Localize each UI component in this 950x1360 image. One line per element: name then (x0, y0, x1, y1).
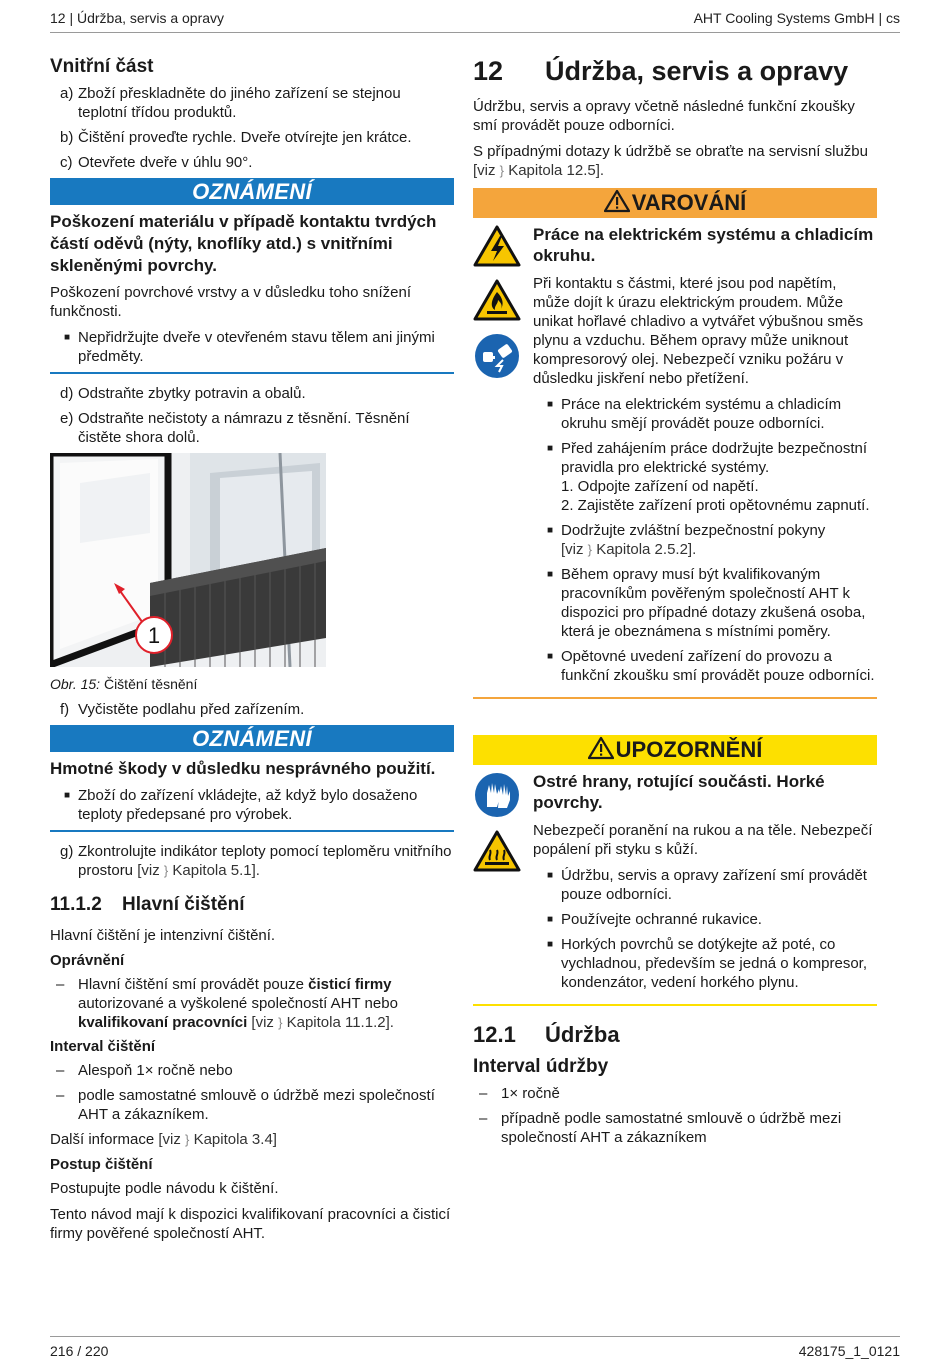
chapter-heading: 12 Údržba, servis a opravy (473, 56, 849, 86)
chevron-right-icon: } (278, 1015, 283, 1030)
main-clean-intro: Hlavní čištění je intenzivní čištění. (50, 927, 276, 944)
hot-surface-icon (473, 829, 521, 873)
warning-bullet: ■ Před zahájením práce dodržujte bezpečnostní pravidla pro elektrické systémy. 1. Odpojte zařízení od napětí. 2. Zajistěte zařízení proti opětovnému zapnutí. (547, 440, 870, 514)
gasket-illustration (50, 453, 326, 667)
xref-link[interactable]: [viz } Kapitola 11.1.2]. (251, 1014, 394, 1031)
chapter-intro-1: Údržbu, servis a opravy včetně následné funkční zkoušky smí provádět pouze odborníci. (473, 98, 855, 134)
notice-2-bullet: ■ Zboží do zařízení vkládejte, až když bylo dosaženo teploty předepsané pro výrobek. (64, 787, 418, 823)
page-number: 216 / 220 (50, 1343, 109, 1359)
figure-caption: Obr. 15: Čištění těsnění (50, 676, 198, 692)
warning-title: Práce na elektrickém systému a chladicím okruhu. (533, 225, 874, 265)
header-right: AHT Cooling Systems GmbH | cs (693, 10, 900, 26)
notice-2-end-rule (50, 830, 454, 832)
step-a: a) Zboží přeskladněte do jiného zařízení se stejnou teplotní třídou produktů. (60, 85, 401, 121)
interval-item: – podle samostatné smlouvě o údržbě mezi společností AHT a zákazníkem. (56, 1087, 435, 1123)
warning-icons (473, 224, 533, 691)
bullet-square-icon: ■ (547, 525, 554, 536)
step-b: b) Čištění proveďte rychle. Dveře otvírejte jen krátce. (60, 129, 412, 146)
disconnect-power-icon (473, 332, 521, 380)
xref-link[interactable]: [viz } Kapitola 5.1]. (137, 862, 260, 879)
notice-2-title: Hmotné škody v důsledku nesprávného použití. (50, 759, 436, 778)
page-footer (50, 1336, 900, 1359)
chevron-right-icon: } (587, 542, 593, 557)
interval-item: – Alespoň 1× ročně nebo (56, 1062, 233, 1079)
bullet-square-icon: ■ (547, 569, 554, 580)
bullet-square-icon: ■ (547, 443, 554, 454)
caution-icons (473, 771, 533, 998)
warning-bullet: ■ Práce na elektrickém systému a chladicím okruhu smějí provádět pouze odborníci. (547, 396, 842, 432)
gloves-icon (473, 771, 521, 819)
xref-link[interactable]: [viz } Kapitola 3.4] (158, 1131, 277, 1148)
notice-banner-1: OZNÁMENÍ (50, 178, 454, 205)
procedure-text-1: Postupujte podle návodu k čištění. (50, 1180, 279, 1197)
subsection-heading-11-1-2: 11.1.2 Hlavní čištění (50, 894, 245, 915)
more-info: Další informace [viz } Kapitola 3.4] (50, 1131, 277, 1148)
warning-block (473, 224, 877, 691)
warning-bullet: ■ Opětovné uvedení zařízení do provozu a funkční zkoušku smí provádět pouze odborníci. (547, 648, 875, 684)
bullet-square-icon: ■ (547, 399, 554, 410)
bullet-square-icon: ■ (547, 939, 554, 950)
step-c: c) Otevřete dveře v úhlu 90°. (60, 154, 253, 171)
xref-link[interactable]: [viz } Kapitola 12.5]. (473, 162, 605, 179)
auth-item: – Hlavní čištění smí provádět pouze čisticí firmy autorizované a vyškolené společností AHT nebo kvalifikovaní pracovníci [viz } Kapitola 11.1.2]. (56, 976, 398, 1031)
notice-1-bullet: ■ Nepřidržujte dveře v otevřeném stavu tělem ani jinými předměty. (64, 329, 435, 365)
right-column (473, 50, 877, 1153)
procedure-text-2: Tento návod mají k dispozici kvalifikovaní pracovníci a čisticí firmy pověřené společností AHT. (50, 1206, 451, 1242)
step-e: e) Odstraňte nečistoty a námrazu z těsnění. Těsnění čistěte shora dolů. (60, 410, 410, 446)
chevron-right-icon: } (499, 163, 505, 178)
header-left: 12 | Údržba, servis a opravy (50, 10, 225, 26)
caution-bullet: ■ Používejte ochranné rukavice. (547, 911, 762, 928)
notice-1-text: Poškození povrchové vrstvy a v důsledku toho snížení funkčnosti. (50, 284, 412, 320)
bullet-square-icon: ■ (547, 870, 554, 881)
caution-bullet: ■ Horkých povrchů se dotýkejte až poté, co vychladnou, především se jedná o kompresor, kondenzátor, vedení horkého plynu. (547, 936, 867, 991)
notice-1-end-rule (50, 372, 454, 374)
caution-text: Nebezpečí poranění na rukou a na těle. Nebezpečí popálení při styku s kůží. (533, 822, 873, 858)
notice-1-title: Poškození materiálu v případě kontaktu tvrdých částí oděvů (nýty, knoflíky atd.) s vnitřními skleněnými povrchy. (50, 212, 437, 275)
caution-block (473, 771, 877, 998)
bullet-square-icon: ■ (547, 651, 554, 662)
warning-triangle-icon (604, 189, 630, 213)
warning-bullet: ■ Dodržujte zvláštní bezpečnostní pokyny [viz } Kapitola 2.5.2]. (547, 522, 826, 558)
section-title-inner: Vnitřní část (50, 56, 154, 77)
maintenance-interval-item: – případně podle samostatné smlouvě o údržbě mezi společností AHT a zákazníkem (479, 1110, 842, 1146)
figure-callout-1: 1 (147, 623, 161, 648)
bullet-square-icon: ■ (547, 914, 554, 925)
maintenance-interval-item: – 1× ročně (479, 1085, 560, 1102)
warning-bullet: ■ Během opravy musí být kvalifikovaným pracovníkům pověřeným společností AHT k dispozici pro případné dotazy zkušená osoba, která je obeznámena s místními poměry. (547, 566, 866, 640)
warning-body (533, 224, 877, 691)
bullet-square-icon: ■ (64, 332, 71, 343)
caution-body (533, 771, 877, 998)
chevron-right-icon: } (185, 1132, 190, 1147)
document-id: 428175_1_0121 (798, 1343, 900, 1359)
caution-bullet: ■ Údržbu, servis a opravy zařízení smí provádět pouze odborníci. (547, 867, 867, 903)
figure-gasket-cleaning (50, 453, 454, 672)
notice-banner-2: OZNÁMENÍ (50, 725, 454, 752)
xref-link[interactable]: [viz } Kapitola 2.5.2]. (561, 541, 697, 558)
step-f: f) Vyčistěte podlahu před zařízením. (60, 701, 305, 718)
bullet-square-icon: ■ (64, 790, 71, 801)
chevron-right-icon: } (163, 863, 169, 878)
warning-text: Při kontaktu s částmi, které jsou pod napětím, může dojít k úrazu elektrickým proudem. Může unikat hořlavé chladivo a vytvářet výbušnou směs plynu a vzduchu. Během opravy může uniknout kompresorový olej. Nebezpečí vzniku požáru v důsledku jiskření nebo přetížení. (533, 275, 864, 387)
caution-title: Ostré hrany, rotující součásti. Horké povrchy. (533, 772, 825, 812)
step-g: g) Zkontrolujte indikátor teploty pomocí teploměru vnitřního prostoru [viz } Kapitola 5.1]. (60, 843, 452, 879)
caution-end-rule (473, 1004, 877, 1006)
flammable-hazard-icon (473, 278, 521, 322)
maintenance-interval-title: Interval údržby (473, 1056, 609, 1077)
auth-label: Oprávnění (50, 952, 125, 969)
step-d: d) Odstraňte zbytky potravin a obalů. (60, 385, 306, 402)
interval-label: Interval čištění (50, 1038, 156, 1055)
procedure-label: Postup čištění (50, 1156, 153, 1173)
warning-banner: VAROVÁNÍ (473, 188, 877, 218)
subsection-heading-12-1: 12.1 Údržba (473, 1022, 620, 1047)
caution-banner: UPOZORNĚNÍ (473, 735, 877, 765)
electric-hazard-icon (473, 224, 521, 268)
chapter-intro-2: S případnými dotazy k údržbě se obraťte na servisní službu [viz } Kapitola 12.5]. (473, 143, 868, 179)
left-column (50, 50, 454, 1250)
page-header (50, 10, 900, 33)
warning-triangle-icon (588, 736, 614, 760)
warning-end-rule (473, 697, 877, 699)
